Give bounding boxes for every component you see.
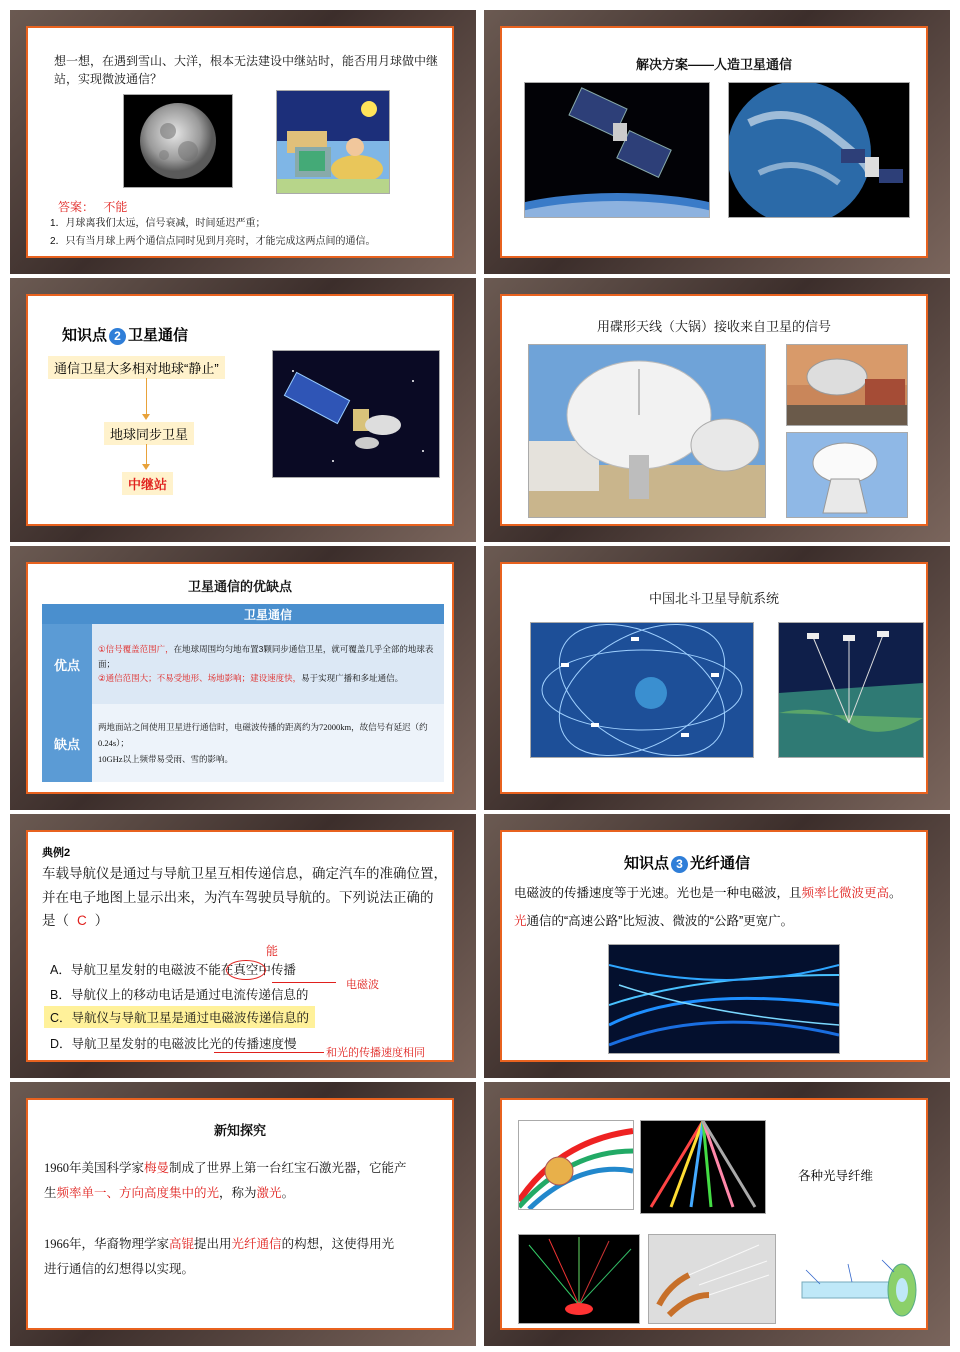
earth-satellite-image bbox=[728, 82, 910, 218]
slide-7 bbox=[10, 814, 476, 1078]
correction-a: 能 bbox=[266, 944, 279, 958]
answer-line bbox=[58, 198, 127, 216]
kp-topic: 卫星通信 bbox=[128, 327, 189, 344]
fiber-term: 光纤通信 bbox=[231, 1237, 282, 1251]
kao-name: 高锟 bbox=[169, 1237, 195, 1251]
beidou-constellation-image bbox=[530, 622, 754, 758]
correction-d: 和光的传播速度相同 bbox=[326, 1047, 425, 1059]
slide-title: 新知探究 bbox=[213, 1123, 266, 1138]
p1-line-1 bbox=[44, 1156, 407, 1181]
slide-card bbox=[26, 1098, 454, 1330]
slide-card bbox=[26, 830, 454, 1062]
laser-term: 激光 bbox=[256, 1186, 282, 1200]
kp-number-badge: 3 bbox=[671, 856, 688, 873]
slide-5 bbox=[10, 546, 476, 810]
kp-prefix: 知识点 bbox=[624, 855, 670, 872]
example-label: 典例2 bbox=[42, 847, 71, 859]
dish-building-image bbox=[786, 344, 908, 426]
slide-1 bbox=[10, 10, 476, 274]
question-tail: 是（ bbox=[42, 913, 69, 929]
correction-line-d bbox=[214, 1052, 324, 1053]
p1-text-2: 制成了世界上第一台红宝石激光器，它能产 bbox=[169, 1161, 407, 1175]
answer-label: 答案： bbox=[58, 200, 95, 214]
p2-end: 。 bbox=[281, 1186, 295, 1200]
question-line-2: 站，实现微波通信？ bbox=[54, 72, 163, 86]
pro-1-text: 在地球周围均匀地布置3颗同步通信卫星，就可覆盖几乎全部的地球表面； bbox=[98, 644, 434, 669]
knowledge-point-title bbox=[624, 852, 750, 873]
slide-3 bbox=[10, 278, 476, 542]
history-paragraph-1 bbox=[44, 1156, 407, 1206]
pro-1-highlight: ①信号覆盖范围广， bbox=[98, 644, 174, 655]
option-a[interactable]: A．导航卫星发射的电磁波不能在真空中传播 bbox=[50, 963, 296, 977]
fiber-cable-image bbox=[518, 1120, 634, 1210]
fiber-bundle-image bbox=[640, 1120, 766, 1214]
slide-title: 卫星通信的优缺点 bbox=[187, 579, 292, 594]
question-close: ） bbox=[94, 913, 109, 929]
p2-text-2: ，称为 bbox=[219, 1186, 257, 1200]
kp-prefix: 知识点 bbox=[62, 327, 108, 344]
circle-mark-a bbox=[226, 960, 266, 980]
l2-highlight: 光 bbox=[514, 914, 527, 928]
option-c-highlighted[interactable]: C．导航仪与导航卫星是通过电磁波传递信息的 bbox=[44, 1006, 315, 1028]
fiber-structure-diagram bbox=[792, 1250, 922, 1320]
slide-card bbox=[26, 562, 454, 794]
navigation-map-image bbox=[778, 622, 924, 758]
l2-text: 通信的“高速公路”比短波、微波的“公路”更宽广。 bbox=[526, 914, 794, 928]
moon-image bbox=[123, 94, 233, 188]
knowledge-point-title bbox=[62, 324, 188, 345]
pros-cons-table bbox=[42, 604, 444, 782]
satellite-space-image bbox=[272, 350, 440, 478]
fiber-intro-line-2 bbox=[514, 912, 793, 931]
slide-4 bbox=[484, 278, 950, 542]
dish-pedestal-image bbox=[786, 432, 908, 518]
pro-2-text: 易于实现广播和多址通信。 bbox=[301, 673, 404, 684]
slide-card bbox=[26, 26, 454, 258]
flow-box-geosync: 地球同步卫星 bbox=[104, 422, 194, 445]
kp-number-badge: 2 bbox=[109, 328, 126, 345]
slide-card bbox=[500, 294, 928, 526]
p1-text: 1960年美国科学家 bbox=[44, 1161, 145, 1175]
pro-2-highlight: ②通信范围大；不易受地形、场地影响；建设速度快， bbox=[98, 673, 302, 684]
slide-card bbox=[500, 830, 928, 1062]
table-header: 卫星通信 bbox=[92, 604, 444, 624]
slide-title: 解决方案——人造卫星通信 bbox=[635, 57, 792, 72]
flow-box-static: 通信卫星大多相对地球“静止” bbox=[48, 356, 225, 379]
fiber-lamp-image bbox=[518, 1234, 640, 1324]
question-line-3 bbox=[42, 909, 447, 933]
p1-line-2 bbox=[44, 1181, 407, 1206]
kp-topic: 光纤通信 bbox=[690, 855, 751, 872]
l1-text: 电磁波的传播速度等于光速。光也是一种电磁波，且 bbox=[514, 886, 802, 900]
example-question bbox=[42, 862, 447, 933]
slide-card bbox=[500, 26, 928, 258]
slide-title: 用碟形天线（大锅）接收来自卫星的信号 bbox=[596, 319, 831, 334]
fiber-optic-image bbox=[608, 944, 840, 1054]
history-paragraph-2 bbox=[44, 1232, 394, 1282]
pros-cell bbox=[92, 624, 444, 704]
correction-line-b bbox=[272, 982, 336, 983]
p2-line-2: 进行通信的幻想得以实现。 bbox=[44, 1262, 195, 1276]
l1-highlight: 频率比微波更高 bbox=[801, 886, 890, 900]
question-line-1: 想一想，在遇到雪山、大洋，根本无法建设中继站时，能否用月球做中继 bbox=[54, 54, 439, 68]
slide-title: 中国北斗卫星导航系统 bbox=[648, 591, 779, 606]
arrow-down-icon bbox=[142, 464, 150, 470]
correction-b: 电磁波 bbox=[346, 979, 379, 991]
fiber-intro-line-1 bbox=[514, 884, 902, 903]
maiman-name: 梅曼 bbox=[144, 1161, 170, 1175]
slide-10 bbox=[484, 1082, 950, 1346]
pros-label: 优点 bbox=[42, 624, 92, 704]
slide-9 bbox=[10, 1082, 476, 1346]
slide-8 bbox=[484, 814, 950, 1078]
slide-2 bbox=[484, 10, 950, 274]
satellite-orbit-image bbox=[524, 82, 710, 218]
fiber-strands-image bbox=[648, 1234, 776, 1324]
question-line-1: 车载导航仪是通过与导航卫星互相传递信息，确定汽车的准确位置， bbox=[42, 866, 447, 881]
arrow-down-icon bbox=[142, 414, 150, 420]
p3-text: 1966年，华裔物理学家 bbox=[44, 1237, 170, 1251]
p3-text-3: 的构想，这使得用光 bbox=[281, 1237, 395, 1251]
cons-cell bbox=[92, 704, 444, 782]
p2-text: 生 bbox=[44, 1186, 57, 1200]
l1-end: 。 bbox=[889, 886, 902, 900]
large-dish-antenna-image bbox=[528, 344, 766, 518]
option-b[interactable]: B．导航仪上的移动电话是通过电流传递信息的 bbox=[50, 988, 309, 1002]
slide-card bbox=[500, 562, 928, 794]
option-d[interactable]: D．导航卫星发射的电磁波比光的传播速度慢 bbox=[50, 1037, 297, 1051]
laser-property: 频率单一、方向高度集中的光 bbox=[56, 1186, 220, 1200]
flow-box-relay: 中继站 bbox=[122, 472, 173, 495]
cons-label: 缺点 bbox=[42, 704, 92, 782]
slide-title: 各种光导纤维 bbox=[798, 1169, 874, 1183]
reason-2: 2．只有当月球上两个通信点同时见到月亮时，才能完成这两点间的通信。 bbox=[50, 236, 376, 247]
reason-1: 1．月球离我们太远，信号衰减，时间延迟严重； bbox=[50, 218, 266, 229]
slide-card bbox=[26, 294, 454, 526]
correct-answer: C bbox=[77, 913, 87, 929]
slide-card bbox=[500, 1098, 928, 1330]
p2-line-1 bbox=[44, 1232, 394, 1257]
flow-arrow-1 bbox=[146, 378, 147, 418]
answer-value: 不能 bbox=[103, 200, 128, 214]
con-2-text: 10GHz以上频带易受雨、雪的影响。 bbox=[98, 754, 234, 765]
p3-text-2: 提出用 bbox=[194, 1237, 232, 1251]
slide-6 bbox=[484, 546, 950, 810]
question-line-2: 并在电子地图上显示出来，为汽车驾驶员导航的。下列说法正确的 bbox=[42, 889, 434, 905]
cartoon-relay-image bbox=[276, 90, 390, 194]
con-1-text: 两地面站之间使用卫星进行通信时，电磁波传播的距离约为72000km，故信号有延迟（约0.24s）； bbox=[98, 721, 428, 748]
